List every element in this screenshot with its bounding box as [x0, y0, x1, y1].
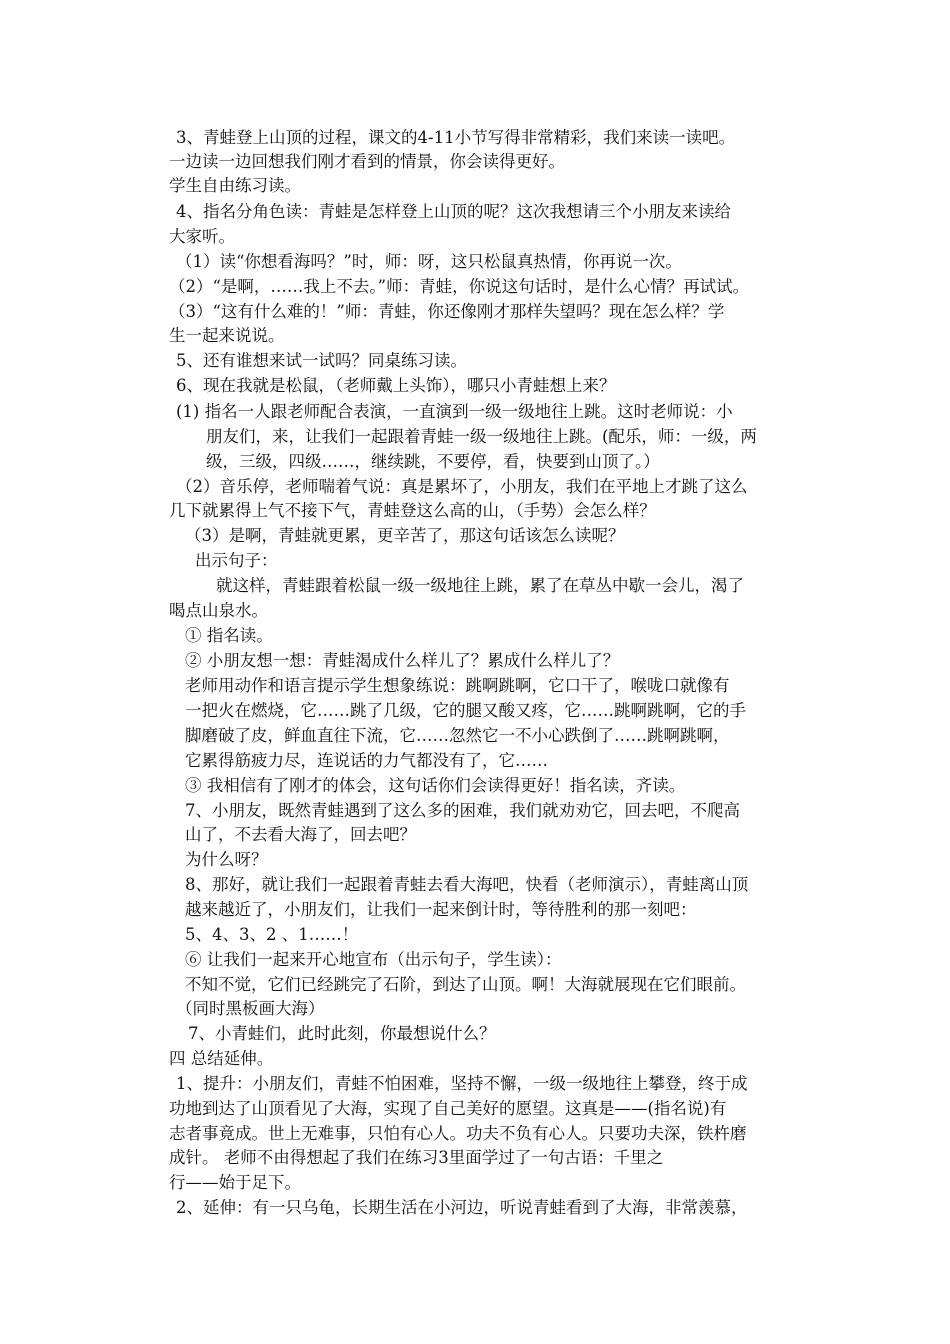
text-line: 5、还有谁想来试一试吗？同桌练习读。 [176, 351, 467, 370]
text-line: 就这样，青蛙跟着松鼠一级一级地往上跳，累了在草丛中歇一会儿，渴了 [216, 576, 744, 595]
text-line: 为什么呀？ [185, 850, 268, 869]
text-line: ⑥ 让我们一起来开心地宣布（出示句子，学生读）： [185, 950, 562, 969]
text-line: 大家听。 [169, 227, 235, 246]
text-line: 5、4、3、2 、1……！ [185, 925, 359, 944]
text-line: 行——始于足下。 [169, 1173, 301, 1192]
text-line: （2）“是啊，……我上不去。”师：青蛙，你说这句话时，是什么心情？再试试。 [169, 277, 750, 296]
text-line: ③ 我相信有了刚才的体会，这句话你们会读得更好！指名读，齐读。 [185, 776, 686, 795]
text-line: 喝点山泉水。 [169, 601, 268, 620]
text-line: 6、现在我就是松鼠，（老师戴上头饰），哪只小青蛙想上来？ [176, 376, 616, 395]
text-line: 出示句子： [195, 551, 278, 570]
text-line: （同时黑板画大海） [176, 999, 325, 1018]
text-line: 7、小青蛙们，此时此刻，你最想说什么？ [188, 1024, 496, 1043]
text-line: ② 小朋友想一想：青蛙渴成什么样儿了？累成什么样儿了？ [185, 651, 620, 670]
text-line: 级，三级，四级……，继续跳，不要停，看，快要到山顶了。） [206, 452, 660, 471]
text-line: 3、青蛙登上山顶的过程，课文的4-11小节写得非常精彩，我们来读一读吧。 [176, 128, 736, 147]
text-line: 8、那好，就让我们一起跟着青蛙去看大海吧，快看（老师演示），青蛙离山顶 [185, 875, 749, 894]
text-line: 一边读一边回想我们刚才看到的情景，你会读得更好。 [169, 152, 565, 171]
text-line: 四 总结延伸。 [169, 1049, 274, 1068]
text-line: 几下就累得上气不接下气，青蛙登这么高的山，（手势）会怎么样？ [169, 501, 656, 520]
text-line: 山了，不去看大海了，回去吧？ [185, 825, 416, 844]
text-line: 成针。 老师不由得想起了我们在练习3里面学过了一句古语：千里之 [169, 1148, 664, 1167]
text-line: （1）读“你想看海吗？”时，师：呀，这只松鼠真热情，你再说一次。 [176, 252, 682, 271]
text-line: 生一起来说说。 [169, 326, 285, 345]
text-line: 2、延伸：有一只乌龟，长期生活在小河边，听说青蛙看到了大海，非常羡慕， [176, 1198, 748, 1217]
text-line: 它累得筋疲力尽，连说话的力气都没有了，它…… [185, 751, 548, 770]
text-line: （2）音乐停，老师喘着气说：真是累坏了，小朋友，我们在平地上才跳了这么 [176, 477, 748, 496]
text-line: 4、指名分角色读：青蛙是怎样登上山顶的呢？这次我想请三个小朋友来读给 [176, 202, 731, 221]
text-line: 老师用动作和语言提示学生想象练说：跳啊跳啊，它口干了，喉咙口就像有 [185, 676, 730, 695]
text-line: 7、小朋友，既然青蛙遇到了这么多的困难，我们就劝劝它，回去吧，不爬高 [185, 801, 740, 820]
text-line: 脚磨破了皮，鲜血直往下流，它……忽然它一不小心跌倒了……跳啊跳啊， [185, 726, 730, 745]
text-line: （3）“这有什么难的！”师：青蛙，你还像刚才那样失望吗？现在怎么样？学 [169, 302, 725, 321]
text-line: 不知不觉，它们已经跳完了石阶，到达了山顶。啊！大海就展现在它们眼前。 [185, 975, 746, 994]
text-line: 功地到达了山顶看见了大海，实现了自己美好的愿望。这真是——(指名说)有 [169, 1099, 727, 1118]
text-line: 学生自由练习读。 [169, 176, 301, 195]
text-line: 朋友们，来，让我们一起跟着青蛙一级一级地往上跳。(配乐，师：一级，两 [206, 427, 757, 446]
text-line: （3）是啊，青蛙就更累，更辛苦了，那这句话该怎么读呢？ [185, 526, 625, 545]
text-line: 越来越近了，小朋友们，让我们一起来倒计时，等待胜利的那一刻吧： [185, 900, 697, 919]
text-line: 一把火在燃烧，它……跳了几级，它的腿又酸又疼，它……跳啊跳啊，它的手 [185, 701, 746, 720]
text-line: 志者事竟成。世上无难事，只怕有心人。功夫不负有心人。只要功夫深，铁杵磨 [169, 1124, 747, 1143]
text-line: (1) 指名一人跟老师配合表演，一直演到一级一级地往上跳。这时老师说：小 [176, 402, 733, 421]
text-line: 1、提升：小朋友们，青蛙不怕困难，坚持不懈，一级一级地往上攀登，终于成 [176, 1074, 748, 1093]
text-line: ① 指名读。 [185, 626, 273, 645]
